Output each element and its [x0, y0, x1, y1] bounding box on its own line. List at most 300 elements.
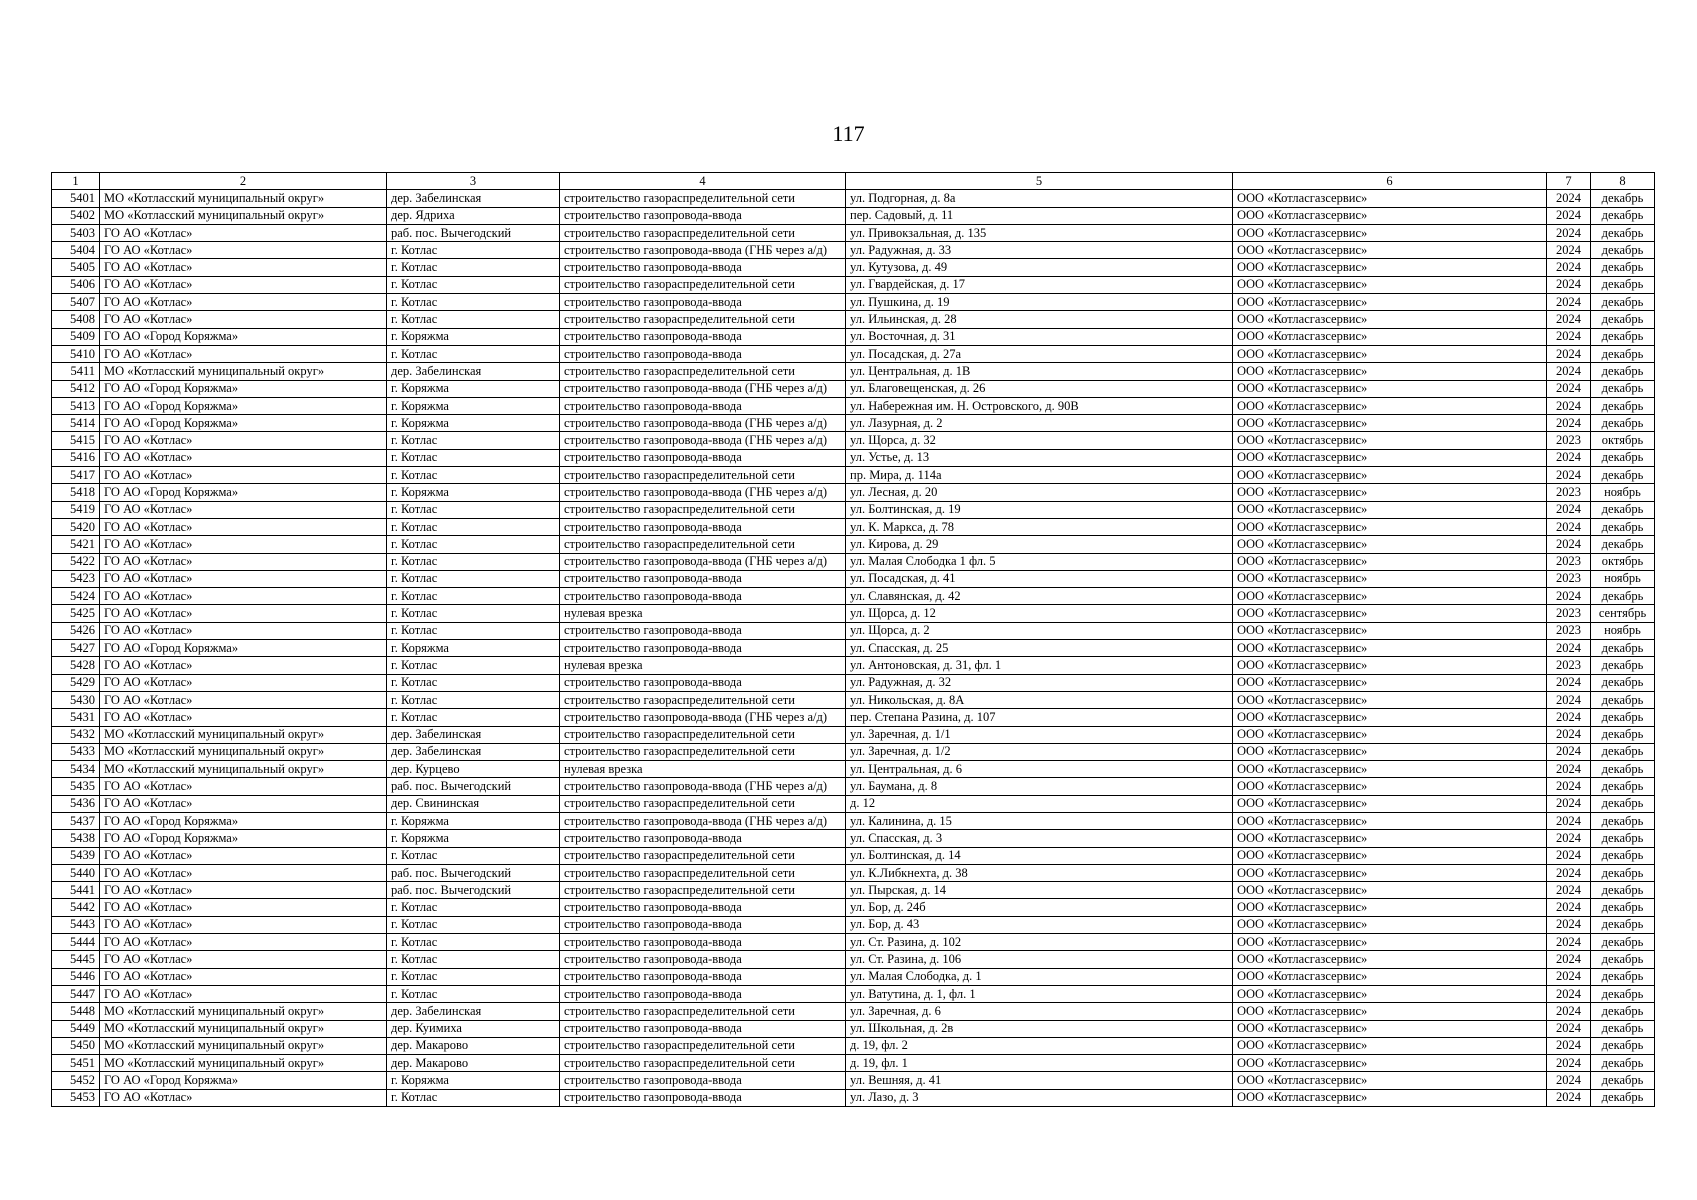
settlement-cell: г. Коряжма [387, 812, 560, 829]
year-cell: 2024 [1547, 1020, 1591, 1037]
work-type-cell: строительство газораспределительной сети [560, 743, 846, 760]
work-type-cell: строительство газораспределительной сети [560, 882, 846, 899]
month-cell: декабрь [1591, 536, 1655, 553]
settlement-cell: г. Котлас [387, 605, 560, 622]
settlement-cell: г. Коряжма [387, 830, 560, 847]
year-cell: 2024 [1547, 726, 1591, 743]
municipality-cell: МО «Котласский муниципальный округ» [100, 761, 387, 778]
row-number-cell: 5415 [52, 432, 100, 449]
work-type-cell: строительство газораспределительной сети [560, 726, 846, 743]
month-cell: декабрь [1591, 657, 1655, 674]
month-cell: декабрь [1591, 1089, 1655, 1106]
column-header: 4 [560, 173, 846, 190]
table-row [52, 657, 1655, 674]
month-cell: декабрь [1591, 345, 1655, 362]
year-cell: 2024 [1547, 795, 1591, 812]
header-row [52, 173, 1655, 190]
work-type-cell: строительство газопровода-ввода (ГНБ через а/д) [560, 242, 846, 259]
work-type-cell: строительство газопровода-ввода [560, 345, 846, 362]
contractor-cell: ООО «Котласгазсервис» [1233, 276, 1547, 293]
month-cell: декабрь [1591, 934, 1655, 951]
contractor-cell: ООО «Котласгазсервис» [1233, 484, 1547, 501]
address-cell: ул. Никольская, д. 8А [846, 691, 1233, 708]
month-cell: октябрь [1591, 553, 1655, 570]
address-cell: ул. Кутузова, д. 49 [846, 259, 1233, 276]
column-header: 6 [1233, 173, 1547, 190]
contractor-cell: ООО «Котласгазсервис» [1233, 1089, 1547, 1106]
address-cell: д. 19, фл. 1 [846, 1055, 1233, 1072]
month-cell: декабрь [1591, 899, 1655, 916]
settlement-cell: дер. Ядриха [387, 207, 560, 224]
settlement-cell: г. Котлас [387, 968, 560, 985]
year-cell: 2024 [1547, 380, 1591, 397]
row-number-cell: 5434 [52, 761, 100, 778]
work-type-cell: строительство газопровода-ввода [560, 588, 846, 605]
table-row [52, 709, 1655, 726]
year-cell: 2024 [1547, 847, 1591, 864]
row-number-cell: 5428 [52, 657, 100, 674]
settlement-cell: раб. пос. Вычегодский [387, 864, 560, 881]
row-number-cell: 5406 [52, 276, 100, 293]
contractor-cell: ООО «Котласгазсервис» [1233, 242, 1547, 259]
settlement-cell: г. Котлас [387, 916, 560, 933]
settlement-cell: г. Коряжма [387, 328, 560, 345]
year-cell: 2023 [1547, 484, 1591, 501]
year-cell: 2024 [1547, 916, 1591, 933]
month-cell: декабрь [1591, 812, 1655, 829]
row-number-cell: 5422 [52, 553, 100, 570]
municipality-cell: ГО АО «Котлас» [100, 605, 387, 622]
row-number-cell: 5425 [52, 605, 100, 622]
municipality-cell: ГО АО «Котлас» [100, 1089, 387, 1106]
table-row [52, 536, 1655, 553]
settlement-cell: г. Котлас [387, 709, 560, 726]
year-cell: 2024 [1547, 518, 1591, 535]
settlement-cell: г. Котлас [387, 674, 560, 691]
table-row [52, 397, 1655, 414]
municipality-cell: МО «Котласский муниципальный округ» [100, 726, 387, 743]
row-number-cell: 5432 [52, 726, 100, 743]
table-row [52, 640, 1655, 657]
work-type-cell: строительство газопровода-ввода [560, 259, 846, 276]
work-type-cell: строительство газопровода-ввода [560, 570, 846, 587]
settlement-cell: г. Коряжма [387, 1072, 560, 1089]
contractor-cell: ООО «Котласгазсервис» [1233, 830, 1547, 847]
table-row [52, 1055, 1655, 1072]
year-cell: 2024 [1547, 968, 1591, 985]
row-number-cell: 5403 [52, 224, 100, 241]
year-cell: 2024 [1547, 864, 1591, 881]
municipality-cell: ГО АО «Котлас» [100, 968, 387, 985]
municipality-cell: ГО АО «Котлас» [100, 345, 387, 362]
municipality-cell: ГО АО «Котлас» [100, 570, 387, 587]
table-row [52, 1020, 1655, 1037]
contractor-cell: ООО «Котласгазсервис» [1233, 259, 1547, 276]
month-cell: декабрь [1591, 449, 1655, 466]
row-number-cell: 5404 [52, 242, 100, 259]
municipality-cell: ГО АО «Котлас» [100, 259, 387, 276]
municipality-cell: МО «Котласский муниципальный округ» [100, 363, 387, 380]
month-cell: декабрь [1591, 311, 1655, 328]
settlement-cell: дер. Забелинская [387, 190, 560, 207]
settlement-cell: г. Котлас [387, 899, 560, 916]
address-cell: ул. К. Маркса, д. 78 [846, 518, 1233, 535]
row-number-cell: 5452 [52, 1072, 100, 1089]
municipality-cell: ГО АО «Котлас» [100, 657, 387, 674]
row-number-cell: 5418 [52, 484, 100, 501]
row-number-cell: 5412 [52, 380, 100, 397]
table-row [52, 224, 1655, 241]
row-number-cell: 5405 [52, 259, 100, 276]
contractor-cell: ООО «Котласгазсервис» [1233, 778, 1547, 795]
column-header: 2 [100, 173, 387, 190]
municipality-cell: ГО АО «Котлас» [100, 709, 387, 726]
row-number-cell: 5438 [52, 830, 100, 847]
address-cell: ул. Бор, д. 24б [846, 899, 1233, 916]
month-cell: декабрь [1591, 397, 1655, 414]
contractor-cell: ООО «Котласгазсервис» [1233, 916, 1547, 933]
year-cell: 2024 [1547, 951, 1591, 968]
column-header: 7 [1547, 173, 1591, 190]
year-cell: 2023 [1547, 432, 1591, 449]
table-row [52, 812, 1655, 829]
settlement-cell: г. Котлас [387, 536, 560, 553]
year-cell: 2024 [1547, 276, 1591, 293]
municipality-cell: ГО АО «Котлас» [100, 622, 387, 639]
municipality-cell: ГО АО «Котлас» [100, 864, 387, 881]
address-cell: ул. Заречная, д. 1/1 [846, 726, 1233, 743]
contractor-cell: ООО «Котласгазсервис» [1233, 311, 1547, 328]
municipality-cell: ГО АО «Город Коряжма» [100, 415, 387, 432]
address-cell: ул. Славянская, д. 42 [846, 588, 1233, 605]
work-type-cell: строительство газопровода-ввода [560, 951, 846, 968]
row-number-cell: 5410 [52, 345, 100, 362]
settlement-cell: г. Котлас [387, 276, 560, 293]
municipality-cell: ГО АО «Котлас» [100, 934, 387, 951]
year-cell: 2024 [1547, 415, 1591, 432]
year-cell: 2024 [1547, 1037, 1591, 1054]
year-cell: 2024 [1547, 190, 1591, 207]
year-cell: 2024 [1547, 640, 1591, 657]
settlement-cell: г. Котлас [387, 657, 560, 674]
settlement-cell: дер. Свининская [387, 795, 560, 812]
settlement-cell: г. Котлас [387, 294, 560, 311]
settlement-cell: дер. Макарово [387, 1055, 560, 1072]
address-cell: ул. Спасская, д. 25 [846, 640, 1233, 657]
row-number-cell: 5420 [52, 518, 100, 535]
row-number-cell: 5426 [52, 622, 100, 639]
table-row [52, 899, 1655, 916]
month-cell: декабрь [1591, 1003, 1655, 1020]
municipality-cell: ГО АО «Котлас» [100, 899, 387, 916]
settlement-cell: г. Котлас [387, 467, 560, 484]
municipality-cell: МО «Котласский муниципальный округ» [100, 1020, 387, 1037]
table-row [52, 432, 1655, 449]
work-type-cell: строительство газораспределительной сети [560, 224, 846, 241]
table-row [52, 864, 1655, 881]
work-type-cell: строительство газопровода-ввода [560, 518, 846, 535]
address-cell: ул. Лазо, д. 3 [846, 1089, 1233, 1106]
month-cell: декабрь [1591, 761, 1655, 778]
contractor-cell: ООО «Котласгазсервис» [1233, 501, 1547, 518]
year-cell: 2024 [1547, 224, 1591, 241]
year-cell: 2023 [1547, 570, 1591, 587]
address-cell: ул. Лесная, д. 20 [846, 484, 1233, 501]
contractor-cell: ООО «Котласгазсервис» [1233, 1020, 1547, 1037]
year-cell: 2024 [1547, 311, 1591, 328]
municipality-cell: ГО АО «Котлас» [100, 691, 387, 708]
column-header: 1 [52, 173, 100, 190]
month-cell: декабрь [1591, 380, 1655, 397]
address-cell: ул. Посадская, д. 27а [846, 345, 1233, 362]
month-cell: ноябрь [1591, 622, 1655, 639]
table-row [52, 691, 1655, 708]
municipality-cell: ГО АО «Котлас» [100, 674, 387, 691]
table-row [52, 190, 1655, 207]
address-cell: ул. Пырская, д. 14 [846, 882, 1233, 899]
year-cell: 2024 [1547, 691, 1591, 708]
table-row [52, 363, 1655, 380]
municipality-cell: ГО АО «Котлас» [100, 311, 387, 328]
year-cell: 2024 [1547, 449, 1591, 466]
work-type-cell: строительство газораспределительной сети [560, 1037, 846, 1054]
address-cell: ул. Баумана, д. 8 [846, 778, 1233, 795]
municipality-cell: ГО АО «Котлас» [100, 449, 387, 466]
row-number-cell: 5409 [52, 328, 100, 345]
address-cell: ул. Лазурная, д. 2 [846, 415, 1233, 432]
contractor-cell: ООО «Котласгазсервис» [1233, 224, 1547, 241]
contractor-cell: ООО «Котласгазсервис» [1233, 536, 1547, 553]
address-cell: пер. Степана Разина, д. 107 [846, 709, 1233, 726]
row-number-cell: 5433 [52, 743, 100, 760]
register-table [51, 172, 1655, 1107]
municipality-cell: ГО АО «Город Коряжма» [100, 397, 387, 414]
year-cell: 2024 [1547, 761, 1591, 778]
year-cell: 2024 [1547, 830, 1591, 847]
row-number-cell: 5450 [52, 1037, 100, 1054]
month-cell: декабрь [1591, 726, 1655, 743]
address-cell: ул. Спасская, д. 3 [846, 830, 1233, 847]
month-cell: ноябрь [1591, 484, 1655, 501]
settlement-cell: раб. пос. Вычегодский [387, 224, 560, 241]
work-type-cell: нулевая врезка [560, 605, 846, 622]
row-number-cell: 5453 [52, 1089, 100, 1106]
work-type-cell: строительство газопровода-ввода [560, 294, 846, 311]
settlement-cell: г. Коряжма [387, 397, 560, 414]
year-cell: 2024 [1547, 536, 1591, 553]
settlement-cell: г. Котлас [387, 518, 560, 535]
settlement-cell: раб. пос. Вычегодский [387, 882, 560, 899]
row-number-cell: 5424 [52, 588, 100, 605]
month-cell: декабрь [1591, 882, 1655, 899]
contractor-cell: ООО «Котласгазсервис» [1233, 294, 1547, 311]
work-type-cell: строительство газопровода-ввода (ГНБ через а/д) [560, 778, 846, 795]
row-number-cell: 5421 [52, 536, 100, 553]
contractor-cell: ООО «Котласгазсервис» [1233, 985, 1547, 1002]
municipality-cell: ГО АО «Котлас» [100, 467, 387, 484]
month-cell: декабрь [1591, 518, 1655, 535]
municipality-cell: МО «Котласский муниципальный округ» [100, 1037, 387, 1054]
table-row [52, 985, 1655, 1002]
contractor-cell: ООО «Котласгазсервис» [1233, 951, 1547, 968]
contractor-cell: ООО «Котласгазсервис» [1233, 968, 1547, 985]
municipality-cell: ГО АО «Котлас» [100, 795, 387, 812]
work-type-cell: строительство газопровода-ввода [560, 1072, 846, 1089]
row-number-cell: 5444 [52, 934, 100, 951]
address-cell: ул. Малая Слободка 1 фл. 5 [846, 553, 1233, 570]
work-type-cell: строительство газопровода-ввода [560, 916, 846, 933]
work-type-cell: строительство газопровода-ввода (ГНБ через а/д) [560, 432, 846, 449]
month-cell: декабрь [1591, 1072, 1655, 1089]
year-cell: 2024 [1547, 328, 1591, 345]
address-cell: ул. Пушкина, д. 19 [846, 294, 1233, 311]
table-row [52, 570, 1655, 587]
table-row [52, 380, 1655, 397]
municipality-cell: ГО АО «Котлас» [100, 276, 387, 293]
municipality-cell: МО «Котласский муниципальный округ» [100, 190, 387, 207]
year-cell: 2023 [1547, 553, 1591, 570]
municipality-cell: ГО АО «Котлас» [100, 985, 387, 1002]
table-row [52, 311, 1655, 328]
month-cell: декабрь [1591, 864, 1655, 881]
table-row [52, 294, 1655, 311]
address-cell: ул. Бор, д. 43 [846, 916, 1233, 933]
month-cell: декабрь [1591, 190, 1655, 207]
work-type-cell: строительство газопровода-ввода (ГНБ через а/д) [560, 709, 846, 726]
settlement-cell: г. Котлас [387, 570, 560, 587]
address-cell: ул. Малая Слободка, д. 1 [846, 968, 1233, 985]
work-type-cell: строительство газопровода-ввода (ГНБ через а/д) [560, 553, 846, 570]
address-cell: ул. Центральная, д. 1В [846, 363, 1233, 380]
municipality-cell: МО «Котласский муниципальный округ» [100, 1003, 387, 1020]
municipality-cell: ГО АО «Город Коряжма» [100, 640, 387, 657]
work-type-cell: строительство газопровода-ввода [560, 1020, 846, 1037]
page-number: 117 [832, 121, 865, 146]
table-row [52, 795, 1655, 812]
month-cell: ноябрь [1591, 570, 1655, 587]
contractor-cell: ООО «Котласгазсервис» [1233, 190, 1547, 207]
contractor-cell: ООО «Котласгазсервис» [1233, 882, 1547, 899]
settlement-cell: г. Котлас [387, 588, 560, 605]
address-cell: ул. Школьная, д. 2в [846, 1020, 1233, 1037]
table-row [52, 934, 1655, 951]
table-row [52, 467, 1655, 484]
settlement-cell: дер. Макарово [387, 1037, 560, 1054]
table-row [52, 588, 1655, 605]
row-number-cell: 5423 [52, 570, 100, 587]
month-cell: декабрь [1591, 968, 1655, 985]
table-row [52, 553, 1655, 570]
address-cell: ул. К.Либкнехта, д. 38 [846, 864, 1233, 881]
address-cell: д. 19, фл. 2 [846, 1037, 1233, 1054]
settlement-cell: г. Котлас [387, 311, 560, 328]
year-cell: 2024 [1547, 501, 1591, 518]
row-number-cell: 5411 [52, 363, 100, 380]
month-cell: декабрь [1591, 1037, 1655, 1054]
table-row [52, 1072, 1655, 1089]
work-type-cell: строительство газораспределительной сети [560, 536, 846, 553]
address-cell: ул. Заречная, д. 1/2 [846, 743, 1233, 760]
settlement-cell: г. Котлас [387, 847, 560, 864]
contractor-cell: ООО «Котласгазсервис» [1233, 415, 1547, 432]
contractor-cell: ООО «Котласгазсервис» [1233, 380, 1547, 397]
work-type-cell: нулевая врезка [560, 657, 846, 674]
year-cell: 2024 [1547, 242, 1591, 259]
table-row [52, 276, 1655, 293]
settlement-cell: раб. пос. Вычегодский [387, 778, 560, 795]
contractor-cell: ООО «Котласгазсервис» [1233, 847, 1547, 864]
contractor-cell: ООО «Котласгазсервис» [1233, 363, 1547, 380]
contractor-cell: ООО «Котласгазсервис» [1233, 864, 1547, 881]
table-row [52, 449, 1655, 466]
work-type-cell: строительство газопровода-ввода [560, 622, 846, 639]
municipality-cell: ГО АО «Город Коряжма» [100, 484, 387, 501]
month-cell: декабрь [1591, 276, 1655, 293]
month-cell: декабрь [1591, 467, 1655, 484]
contractor-cell: ООО «Котласгазсервис» [1233, 1003, 1547, 1020]
year-cell: 2024 [1547, 985, 1591, 1002]
row-number-cell: 5445 [52, 951, 100, 968]
month-cell: сентябрь [1591, 605, 1655, 622]
year-cell: 2024 [1547, 345, 1591, 362]
contractor-cell: ООО «Котласгазсервис» [1233, 397, 1547, 414]
year-cell: 2024 [1547, 743, 1591, 760]
municipality-cell: ГО АО «Котлас» [100, 847, 387, 864]
contractor-cell: ООО «Котласгазсервис» [1233, 1037, 1547, 1054]
month-cell: декабрь [1591, 1020, 1655, 1037]
municipality-cell: ГО АО «Город Коряжма» [100, 328, 387, 345]
municipality-cell: ГО АО «Котлас» [100, 588, 387, 605]
address-cell: ул. Ватутина, д. 1, фл. 1 [846, 985, 1233, 1002]
work-type-cell: строительство газопровода-ввода [560, 674, 846, 691]
row-number-cell: 5427 [52, 640, 100, 657]
address-cell: ул. Устье, д. 13 [846, 449, 1233, 466]
year-cell: 2024 [1547, 1055, 1591, 1072]
municipality-cell: ГО АО «Город Коряжма» [100, 812, 387, 829]
settlement-cell: дер. Забелинская [387, 1003, 560, 1020]
municipality-cell: МО «Котласский муниципальный округ» [100, 743, 387, 760]
address-cell: ул. Вешняя, д. 41 [846, 1072, 1233, 1089]
month-cell: декабрь [1591, 847, 1655, 864]
table-row [52, 328, 1655, 345]
table-row [52, 242, 1655, 259]
municipality-cell: ГО АО «Котлас» [100, 536, 387, 553]
year-cell: 2024 [1547, 397, 1591, 414]
settlement-cell: дер. Забелинская [387, 743, 560, 760]
municipality-cell: ГО АО «Котлас» [100, 224, 387, 241]
work-type-cell: строительство газопровода-ввода [560, 640, 846, 657]
address-cell: пр. Мира, д. 114а [846, 467, 1233, 484]
contractor-cell: ООО «Котласгазсервис» [1233, 518, 1547, 535]
year-cell: 2024 [1547, 363, 1591, 380]
work-type-cell: строительство газораспределительной сети [560, 363, 846, 380]
settlement-cell: г. Котлас [387, 1089, 560, 1106]
row-number-cell: 5435 [52, 778, 100, 795]
address-cell: ул. Щорса, д. 12 [846, 605, 1233, 622]
work-type-cell: строительство газораспределительной сети [560, 847, 846, 864]
contractor-cell: ООО «Котласгазсервис» [1233, 207, 1547, 224]
municipality-cell: ГО АО «Город Коряжма» [100, 1072, 387, 1089]
table-row [52, 778, 1655, 795]
year-cell: 2024 [1547, 294, 1591, 311]
row-number-cell: 5430 [52, 691, 100, 708]
address-cell: ул. Набережная им. Н. Островского, д. 90В [846, 397, 1233, 414]
work-type-cell: строительство газораспределительной сети [560, 1055, 846, 1072]
settlement-cell: г. Котлас [387, 432, 560, 449]
contractor-cell: ООО «Котласгазсервис» [1233, 726, 1547, 743]
municipality-cell: ГО АО «Котлас» [100, 951, 387, 968]
settlement-cell: дер. Куимиха [387, 1020, 560, 1037]
